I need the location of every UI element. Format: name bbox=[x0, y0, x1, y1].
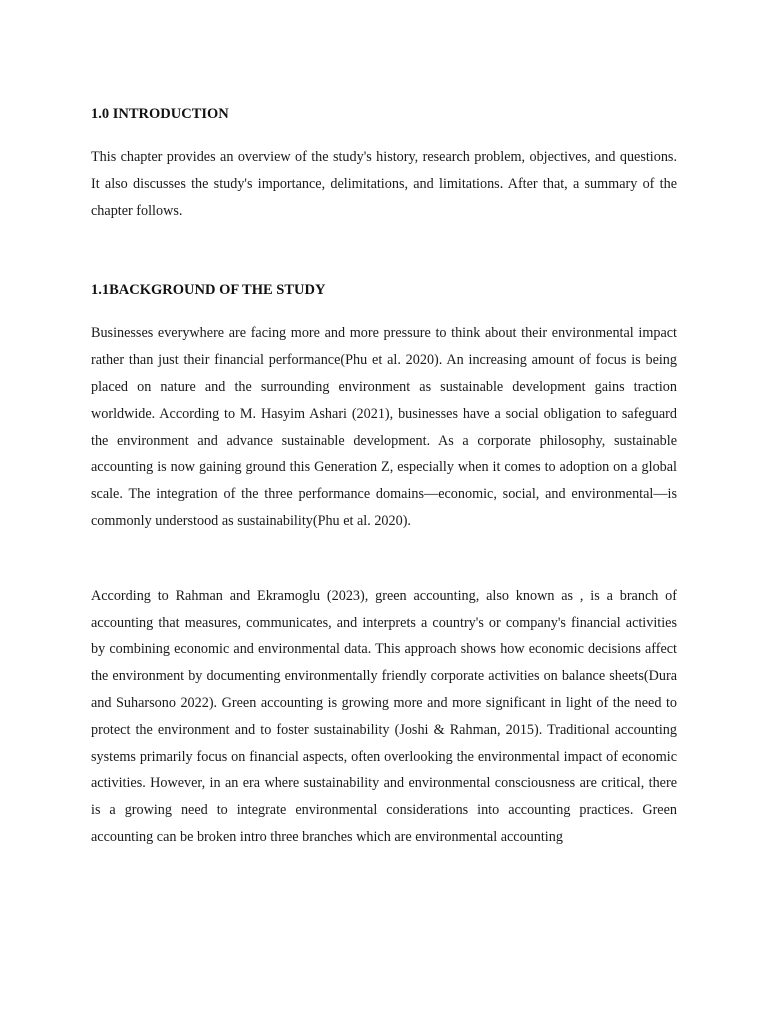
background-paragraph-1: Businesses everywhere are facing more and more pressure to think about their environmental impact rather than just their financial performance(Phu et al. 2020). An increasing amount of focus is being placed on nature and the surrounding environment as sustainable development gains traction worldwide. According to M. Hasyim Ashari (2021), businesses have a social obligation to safeguard the environment and advance sustainable development. As a corporate philosophy, sustainable accounting is now gaining ground this Generation Z, especially when it comes to adoption on a global scale. The integration of the three performance domains—economic, social, and environmental—is commonly understood as sustainability(Phu et al. 2020). bbox=[91, 325, 677, 529]
document-body bbox=[91, 104, 677, 851]
section-heading-introduction: 1.0 INTRODUCTION bbox=[91, 106, 229, 122]
section-heading-background: 1.1BACKGROUND OF THE STUDY bbox=[91, 282, 326, 299]
introduction-paragraph: This chapter provides an overview of the study's history, research problem, objectives, and questions. It also discusses the study's importance, delimitations, and limitations. After that, a summary of the chapter follows. bbox=[91, 149, 677, 219]
background-paragraph-2: According to Rahman and Ekramoglu (2023), green accounting, also known as , is a branch of accounting that measures, communicates, and interprets a country's or company's financial activities by combining economic and environmental data. This approach shows how economic decisions affect the environment by documenting environmentally friendly corporate activities on balance sheets(Dura and Suharsono 2022). Green accounting is growing more and more significant in light of the need to protect the environment and to foster sustainability (Joshi & Rahman, 2015). Traditional accounting systems primarily focus on financial aspects, often overlooking the environmental impact of economic activities. However, in an era where sustainability and environmental consciousness are critical, there is a growing need to integrate environmental considerations into accounting practices. Green accounting can be broken intro three branches which are environmental accounting bbox=[91, 587, 677, 845]
